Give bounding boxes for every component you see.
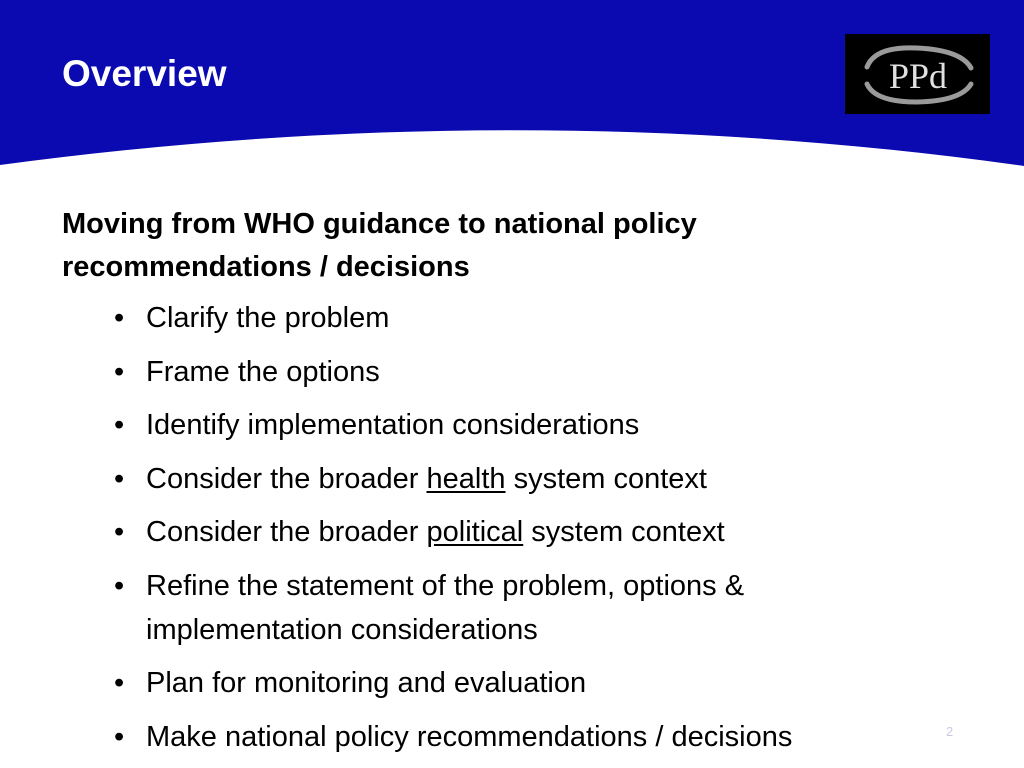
- bullet-text-before: Consider the broader: [146, 516, 427, 548]
- bullet-item: [112, 661, 932, 705]
- logo-text: PPd: [888, 56, 948, 96]
- bullet-marker: •: [114, 462, 125, 495]
- bullet-marker: •: [114, 409, 125, 441]
- bullet-list: [112, 296, 932, 768]
- bullet-text-after: system context: [523, 516, 725, 548]
- bullet-emphasis-political: political: [426, 516, 524, 548]
- bullet-text: Refine the statement of the problem, options & implementation considerations: [146, 569, 745, 646]
- bullet-item: [112, 564, 932, 652]
- bullet-text: Identify implementation considerations: [146, 409, 640, 441]
- bullet-item: [112, 350, 932, 394]
- bullet-text-before: Consider the broader: [146, 462, 427, 495]
- bullet-marker: •: [114, 302, 125, 334]
- bullet-marker: •: [114, 667, 125, 699]
- slide-title: Overview: [62, 53, 227, 94]
- ppd-logo: [845, 34, 990, 114]
- ppd-logo-graphic: [845, 34, 990, 114]
- bullet-marker: •: [114, 569, 125, 602]
- bullet-item: [112, 296, 932, 340]
- bullet-marker: •: [114, 720, 125, 753]
- bullet-text: Clarify the problem: [146, 302, 390, 334]
- bullet-item: [112, 403, 932, 447]
- bullet-item: [112, 457, 932, 501]
- bullet-marker: •: [114, 355, 125, 388]
- bullet-item: [112, 510, 932, 554]
- bullet-item: [112, 715, 932, 759]
- bullet-text: Plan for monitoring and evaluation: [146, 667, 587, 699]
- slide-subtitle: Moving from WHO guidance to national policy recommendations / decisions: [62, 208, 697, 283]
- bullet-marker: •: [114, 516, 125, 548]
- bullet-text: Make national policy recommendations / decisions: [146, 720, 793, 753]
- bullet-text-after: system context: [505, 462, 707, 495]
- bullet-text: Frame the options: [146, 355, 380, 388]
- page-number: 2: [946, 724, 954, 739]
- bullet-emphasis-health: health: [426, 462, 506, 495]
